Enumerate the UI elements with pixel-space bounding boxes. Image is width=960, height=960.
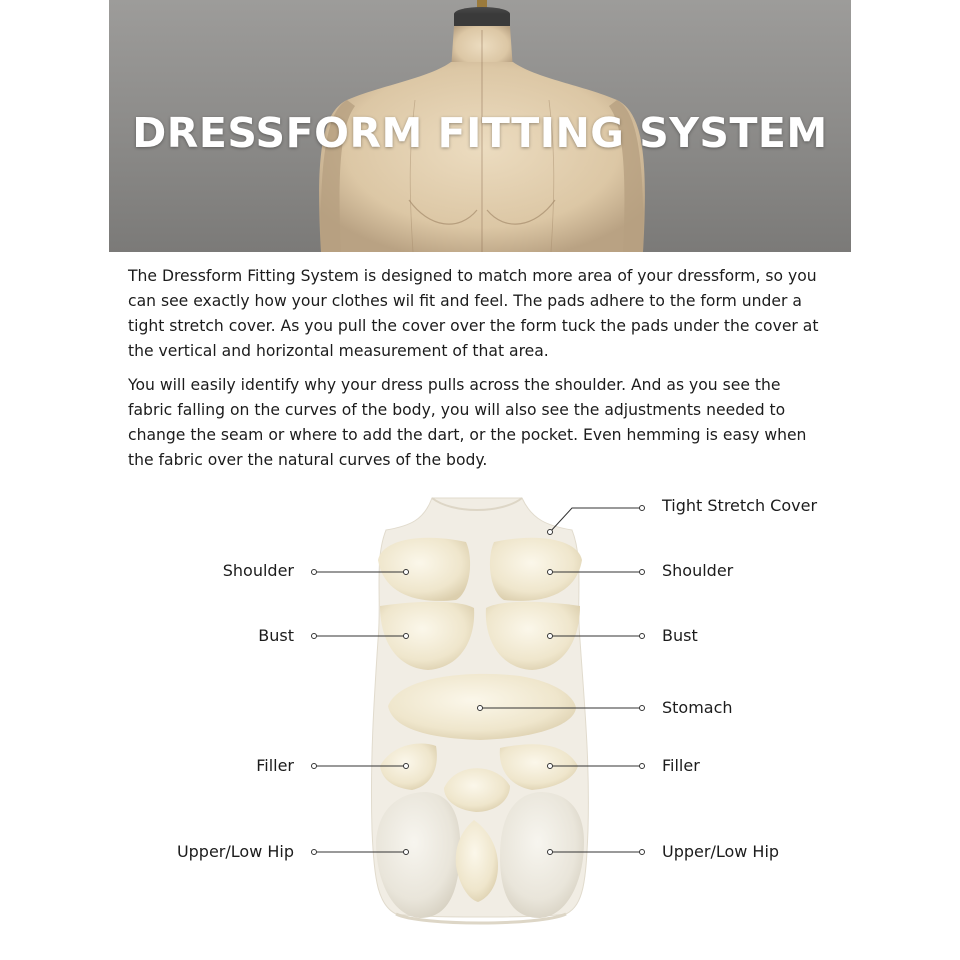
pad-layout-diagram [0, 490, 960, 960]
text-line: the vertical and horizontal measurement of that area. [128, 342, 549, 360]
label-hip-left: Upper/Low Hip [176, 842, 294, 861]
text-line: change the seam or where to add the dart, or the pocket. Even hemming is easy when [128, 426, 807, 444]
label-filler-right: Filler [662, 756, 700, 775]
label-filler-left: Filler [256, 756, 294, 775]
label-tight-stretch-cover: Tight Stretch Cover [662, 496, 818, 515]
label-bust-right: Bust [662, 626, 698, 645]
text-line: the fabric over the natural curves of the body. [128, 451, 488, 469]
hero-banner [109, 0, 851, 252]
cover-with-pads-illustration [0, 490, 960, 960]
banner-title: DRESSFORM FITTING SYSTEM [132, 109, 828, 157]
text-line: fabric falling on the curves of the body, you will also see the adjustments needed to [128, 401, 786, 419]
label-hip-right: Upper/Low Hip [662, 842, 780, 861]
benefits-paragraph [128, 373, 848, 473]
text-line: You will easily identify why your dress pulls across the shoulder. And as you see the [128, 376, 781, 394]
label-bust-left: Bust [258, 626, 294, 645]
text-line: tight stretch cover. As you pull the cover over the form tuck the pads under the cover at [128, 317, 819, 335]
intro-paragraph [128, 264, 848, 364]
text-line: The Dressform Fitting System is designed to match more area of your dressform, so you [128, 267, 817, 285]
text-line: can see exactly how your clothes wil fit and feel. The pads adhere to the form under a [128, 292, 802, 310]
label-shoulder-left: Shoulder [222, 561, 294, 580]
label-stomach: Stomach [662, 698, 733, 717]
label-shoulder-right: Shoulder [662, 561, 734, 580]
